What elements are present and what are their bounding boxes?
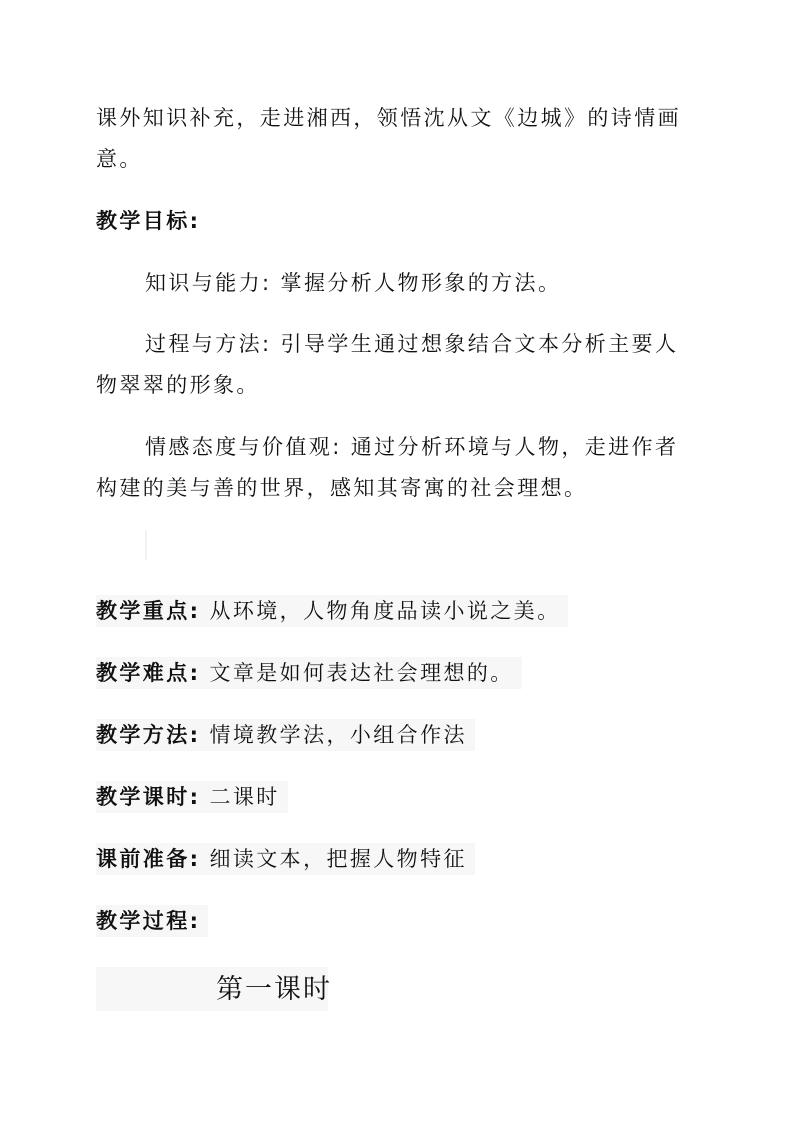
- field-class-hours: [96, 781, 288, 813]
- objective-process-line-2: 物翠翠的形象。: [96, 373, 260, 397]
- field-label: 课前准备:: [96, 847, 201, 871]
- field-label: 教学难点:: [96, 661, 201, 685]
- objective-process-line-1: 过程与方法: 引导学生通过想象结合文本分析主要人: [145, 332, 679, 356]
- field-label: 教学重点:: [96, 599, 201, 623]
- objectives-heading: 教学目标:: [96, 209, 201, 233]
- field-value: 细读文本，把握人物特征: [200, 847, 467, 871]
- field-value: 从环境，人物角度品读小说之美。: [200, 599, 561, 623]
- field-value: 二课时: [200, 785, 280, 809]
- objective-knowledge: 知识与能力: 掌握分析人物形象的方法。: [145, 271, 562, 295]
- empty-line-marker: [145, 530, 147, 560]
- field-label: 教学课时:: [96, 785, 201, 809]
- field-difficulties: [96, 657, 522, 689]
- field-label: 教学方法:: [96, 723, 201, 747]
- intro-line-2: 意。: [96, 147, 143, 171]
- field-value: 文章是如何表达社会理想的。: [200, 661, 514, 685]
- objective-emotion-line-2: 构建的美与善的世界，感知其寄寓的社会理想。: [96, 476, 588, 500]
- field-key-points: [96, 595, 568, 627]
- process-heading: 教学过程:: [96, 905, 208, 937]
- field-value: 情境教学法，小组合作法: [200, 723, 467, 747]
- objective-emotion-line-1: 情感态度与价值观: 通过分析环境与人物，走进作者: [145, 435, 679, 459]
- field-preparation: [96, 843, 475, 875]
- field-methods: [96, 719, 475, 751]
- intro-line-1: 课外知识补充，走进湘西，领悟沈从文《边城》的诗情画: [96, 106, 681, 130]
- lesson-title: 第一课时: [216, 974, 332, 1005]
